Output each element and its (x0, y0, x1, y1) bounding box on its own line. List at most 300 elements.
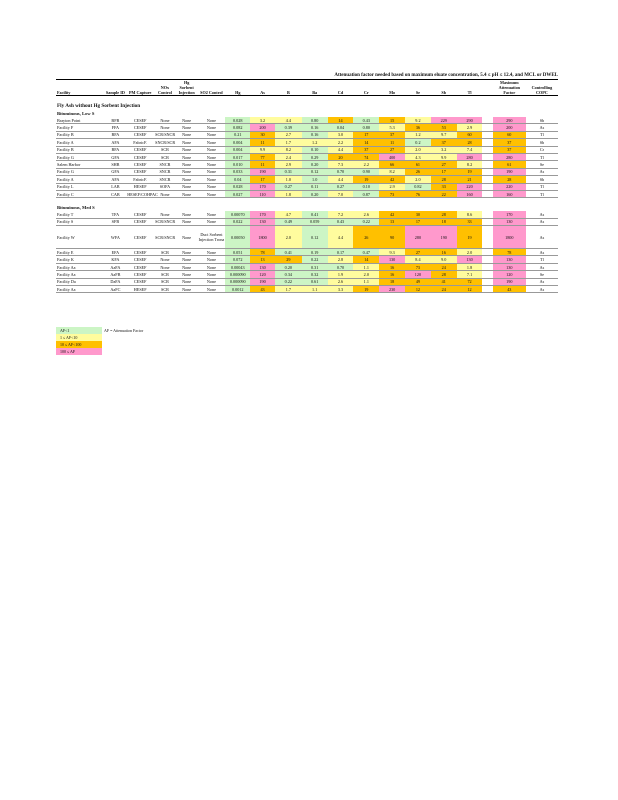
sample-id-cell: GFA (105, 168, 127, 175)
copc-cell: As (526, 263, 558, 270)
max-af-cell: 78 (493, 249, 526, 256)
max-af-cell: 43 (493, 286, 526, 293)
table-row (56, 249, 558, 256)
facility-cell: Facility C (56, 190, 105, 197)
so2-cell: None (197, 139, 225, 146)
value-cell: 0.16 (302, 124, 328, 131)
value-cell: 73 (379, 190, 405, 197)
legend-label: 10 ≤ AF<100 (60, 342, 82, 347)
hg-sorbent-cell: None (176, 190, 198, 197)
value-cell: 110 (250, 190, 275, 197)
value-cell: 5.3 (379, 124, 405, 131)
value-cell: 0.010 (225, 161, 250, 168)
value-cell: 0.20 (275, 263, 302, 270)
spacer-cell (482, 226, 492, 249)
col-nox: NOx Control (154, 80, 176, 96)
so2-cell: None (197, 153, 225, 160)
max-af-cell: 220 (493, 183, 526, 190)
value-cell: 4.7 (275, 211, 302, 218)
value-cell: 7.1 (457, 271, 483, 278)
value-cell: 0.004 (225, 139, 250, 146)
spacer-cell (482, 176, 492, 183)
value-cell: 0.033 (225, 168, 250, 175)
copc-cell: Tl (526, 190, 558, 197)
sample-id-cell: SFB (105, 218, 127, 225)
pm-cell: CESEF (126, 153, 154, 160)
max-af-cell: 130 (493, 218, 526, 225)
table-row (56, 256, 558, 263)
value-cell: 8.2 (275, 146, 302, 153)
value-cell: 190 (431, 226, 457, 249)
value-cell: 2.9 (379, 183, 405, 190)
nox-cell: SCR/SNCR (155, 132, 176, 138)
table-row (56, 226, 558, 249)
value-cell: 1.0 (275, 176, 302, 183)
value-cell: 27 (431, 161, 457, 168)
nox-cell: SCR (154, 146, 176, 153)
copc-cell: Se (526, 161, 558, 168)
hg-sorbent-cell: None (176, 183, 198, 190)
table-row (56, 176, 558, 183)
value-cell: 190 (250, 168, 275, 175)
value-cell: 0.00050 (225, 226, 250, 249)
max-af-cell: 190 (493, 168, 526, 175)
max-af-cell: 130 (493, 256, 526, 263)
value-cell: 280 (457, 153, 483, 160)
value-cell: 1.8 (275, 190, 302, 197)
value-cell: 73 (405, 263, 431, 270)
nox-cell: SCR/SNCR (154, 226, 176, 249)
value-cell: 0.027 (225, 190, 250, 197)
value-cell: 12 (405, 286, 431, 293)
sample-id-cell: LAB (105, 183, 127, 190)
col-so2: SO2 Control (197, 80, 225, 96)
table-row (56, 263, 558, 270)
value-cell: 17 (353, 131, 379, 138)
hg-sorbent-cell: None (176, 271, 198, 278)
legend-swatch (56, 348, 102, 355)
nox-cell: None (154, 117, 176, 124)
value-cell: 1.9 (328, 271, 354, 278)
spacer-cell (482, 278, 492, 285)
value-cell: 0.051 (225, 249, 250, 256)
col-se: Se (405, 80, 431, 96)
so2-cell: Duct Sorbent Injection Trona (197, 226, 225, 249)
value-cell: 14 (328, 117, 354, 124)
value-cell: 0.82 (405, 183, 431, 190)
value-cell: 19 (353, 176, 379, 183)
sample-id-cell: FFA (105, 124, 127, 131)
facility-cell: Salem Harbor (56, 161, 105, 168)
value-cell: 220 (457, 183, 483, 190)
facility-cell: Facility L (56, 183, 105, 190)
max-af-cell: 37 (493, 146, 526, 153)
sample-id-cell: WFA (105, 226, 127, 249)
hg-sorbent-cell: None (176, 168, 198, 175)
facility-cell: Facility B (56, 131, 105, 138)
value-cell: 0.022 (225, 218, 250, 225)
value-cell: 9.0 (431, 256, 457, 263)
pm-cell: CESEF (126, 271, 154, 278)
pm-cell: CESEF (126, 256, 154, 263)
value-cell: 0.072 (225, 256, 250, 263)
pm-cell: FabricF. (126, 139, 154, 146)
value-cell: 160 (457, 190, 483, 197)
pm-cell: CESEF (126, 218, 154, 225)
so2-cell: None (197, 286, 225, 293)
sample-id-cell: CAB (105, 190, 127, 197)
spacer-cell (482, 286, 492, 293)
value-cell: 4.4 (328, 146, 354, 153)
pm-cell: CESEF (126, 124, 154, 131)
value-cell: 24 (431, 263, 457, 270)
so2-cell: None (197, 271, 225, 278)
nox-cell: SCR/SNCR (155, 219, 176, 225)
value-cell: 33 (457, 218, 483, 225)
value-cell: 8.6 (457, 211, 483, 218)
copc-cell: Cr (526, 146, 558, 153)
nox-cell: None (154, 211, 176, 218)
table-row (56, 286, 558, 293)
value-cell: 7.2 (328, 211, 354, 218)
hg-sorbent-cell: None (176, 146, 198, 153)
value-cell: 28 (431, 271, 457, 278)
so2-cell: None (197, 218, 225, 225)
value-cell: 19 (457, 168, 483, 175)
table-row (56, 131, 558, 138)
so2-cell: None (197, 263, 225, 270)
value-cell: 13 (250, 256, 275, 263)
col-b: B (275, 80, 302, 96)
value-cell: 400 (379, 153, 405, 160)
hg-sorbent-cell: None (176, 263, 198, 270)
value-cell: 28 (431, 211, 457, 218)
nox-cell: SCR (154, 286, 176, 293)
spacer-cell (482, 271, 492, 278)
so2-cell: None (197, 256, 225, 263)
max-af-cell: 60 (493, 131, 526, 138)
value-cell: 2.2 (328, 139, 354, 146)
value-cell: 0.004 (225, 146, 250, 153)
hg-sorbent-cell: None (176, 256, 198, 263)
col-pm: PM Capture (126, 80, 154, 96)
legend-label: 100 ≤ AF (60, 349, 76, 354)
so2-cell: None (197, 249, 225, 256)
pm-cell: HESEF/COHPAC (127, 191, 158, 197)
value-cell: 0.90 (353, 168, 379, 175)
sample-id-cell: BFA (105, 146, 127, 153)
sample-id-cell: TFA (105, 211, 127, 218)
so2-cell: None (197, 161, 225, 168)
value-cell: 8.4 (405, 256, 431, 263)
nox-cell: SNCR (154, 168, 176, 175)
value-cell: 9.9 (431, 153, 457, 160)
nox-cell: SCR (154, 249, 176, 256)
value-cell: 76 (405, 190, 431, 197)
value-cell: 0.70 (328, 263, 354, 270)
value-cell: 0.61 (302, 278, 328, 285)
value-cell: 2.0 (405, 176, 431, 183)
facility-cell: Facility E (56, 249, 105, 256)
value-cell: 1.2 (302, 139, 328, 146)
max-af-cell: 130 (493, 263, 526, 270)
spacer-cell (482, 218, 492, 225)
value-cell: 2.2 (353, 161, 379, 168)
copc-cell: As (526, 168, 558, 175)
spacer-cell (482, 168, 492, 175)
facility-cell: Facility Da (56, 278, 105, 285)
value-cell: 28 (457, 139, 483, 146)
value-cell: 0.082 (225, 124, 250, 131)
value-cell: 280 (405, 226, 431, 249)
value-cell: 2.4 (275, 153, 302, 160)
value-cell: 0.10 (353, 183, 379, 190)
col-sample-id: Sample ID (105, 80, 127, 96)
value-cell: 0.47 (353, 249, 379, 256)
facility-cell: Facility Aa (56, 286, 105, 293)
value-cell: 130 (457, 256, 483, 263)
nox-cell: None (154, 256, 176, 263)
value-cell: 0.27 (328, 183, 354, 190)
max-af-cell: 290 (493, 117, 526, 124)
legend-note: AF = Attenuation Factor (104, 328, 144, 333)
pm-cell: CESEF (126, 168, 154, 175)
facility-cell: Facility S (56, 218, 105, 225)
value-cell: 0.32 (302, 271, 328, 278)
value-cell: 27 (405, 249, 431, 256)
value-cell: 36 (405, 124, 431, 131)
value-cell: 0.00070 (225, 211, 250, 218)
nox-cell: SNCR (154, 176, 176, 183)
spacer-cell (482, 190, 492, 197)
copc-cell: As (526, 226, 558, 249)
value-cell: 72 (457, 278, 483, 285)
pm-cell: CESEF (126, 226, 154, 249)
value-cell: 0.29 (302, 153, 328, 160)
hg-sorbent-cell: None (176, 226, 198, 249)
value-cell: 0.20 (302, 161, 328, 168)
hg-sorbent-cell: None (176, 139, 198, 146)
spacer-cell (482, 256, 492, 263)
value-cell: 0.34 (275, 271, 302, 278)
value-cell: 4.3 (405, 153, 431, 160)
hg-sorbent-cell: None (176, 211, 198, 218)
spacer-cell (482, 153, 492, 160)
so2-cell: None (197, 190, 225, 197)
value-cell: 17 (405, 218, 431, 225)
copc-cell: Se (526, 271, 558, 278)
value-cell: 2.0 (457, 249, 483, 256)
value-cell: 0.10 (302, 146, 328, 153)
legend-swatch (56, 341, 102, 348)
sample-id-cell: EFA (105, 249, 127, 256)
max-af-cell: 190 (493, 278, 526, 285)
value-cell: 11 (250, 161, 275, 168)
value-cell: 0.39 (275, 124, 302, 131)
value-cell: 2.0 (353, 271, 379, 278)
legend-row (56, 348, 143, 355)
value-cell: 2.6 (353, 211, 379, 218)
copc-cell: Sb (526, 176, 558, 183)
facility-cell: Facility F (56, 124, 105, 131)
facility-cell: Brayton Point (56, 117, 105, 124)
hg-sorbent-cell: None (176, 249, 198, 256)
pm-cell: CESEF (126, 131, 154, 138)
col-max-af: Maximum Attenuation Factor (493, 80, 526, 96)
value-cell: 22 (431, 190, 457, 197)
value-cell: 43 (250, 286, 275, 293)
table-row (56, 168, 558, 175)
legend-label: AF<1 (60, 328, 70, 333)
legend-row (56, 341, 143, 348)
table-row (56, 271, 558, 278)
pm-cell: CESEF (126, 278, 154, 285)
facility-cell: Facility A (56, 176, 105, 183)
spacer-cell (482, 211, 492, 218)
max-af-cell: 28 (493, 176, 526, 183)
max-af-cell: 200 (493, 124, 526, 131)
legend-swatch (56, 327, 102, 334)
value-cell: 0.2 (405, 139, 431, 146)
value-cell: 16 (431, 249, 457, 256)
value-cell: 0.19 (302, 249, 328, 256)
so2-cell: None (197, 124, 225, 131)
value-cell: 3.0 (328, 131, 354, 138)
value-cell: 0.000090 (225, 271, 250, 278)
value-cell: 120 (405, 271, 431, 278)
spacer-cell (482, 249, 492, 256)
value-cell: 4.4 (275, 117, 302, 124)
spacer-cell (482, 146, 492, 153)
value-cell: 41 (431, 278, 457, 285)
hg-sorbent-cell: None (176, 161, 198, 168)
value-cell: 26 (405, 168, 431, 175)
value-cell: 0.0012 (225, 286, 250, 293)
value-cell: 53 (431, 124, 457, 131)
value-cell: 0.12 (302, 168, 328, 175)
value-cell: 1.1 (353, 263, 379, 270)
value-cell: 1.0 (302, 176, 328, 183)
section-title: Fly Ash without Hg Sorbent Injection (57, 102, 141, 109)
copc-cell: Sb (526, 139, 558, 146)
value-cell: 130 (379, 256, 405, 263)
hg-sorbent-cell: None (176, 117, 198, 124)
value-cell: 0.70 (328, 168, 354, 175)
value-cell: 0.11 (302, 183, 328, 190)
value-cell: 9.9 (250, 146, 275, 153)
copc-cell: As (526, 124, 558, 131)
hg-sorbent-cell: None (176, 153, 198, 160)
group-row (56, 204, 558, 211)
value-cell: 0.31 (275, 168, 302, 175)
max-af-cell: 280 (493, 153, 526, 160)
hg-sorbent-cell: None (176, 124, 198, 131)
value-cell: 2.7 (275, 131, 302, 138)
value-cell: 1.8 (457, 263, 483, 270)
value-cell: 90 (379, 226, 405, 249)
copc-cell: As (526, 286, 558, 293)
value-cell: 0.017 (225, 153, 250, 160)
value-cell: 0.22 (275, 278, 302, 285)
so2-cell: None (197, 211, 225, 218)
value-cell: 9.7 (431, 131, 457, 138)
value-cell: 18 (379, 278, 405, 285)
copc-cell: Sb (526, 117, 558, 124)
sample-id-cell: BFB (105, 117, 127, 124)
value-cell: 0.27 (275, 183, 302, 190)
value-cell: 77 (250, 153, 275, 160)
so2-cell: None (197, 176, 225, 183)
nox-cell: SOFA (154, 183, 176, 190)
max-af-cell: 120 (493, 271, 526, 278)
value-cell: 1.7 (275, 139, 302, 146)
spacer-cell (482, 161, 492, 168)
value-cell: 49 (405, 278, 431, 285)
value-cell: 21 (457, 176, 483, 183)
value-cell: 170 (250, 211, 275, 218)
value-cell: 29 (275, 256, 302, 263)
value-cell: 290 (457, 117, 483, 124)
facility-cell: Facility G (56, 168, 105, 175)
value-cell: 30 (405, 211, 431, 218)
sample-id-cell: DaFA (105, 278, 127, 285)
header-row (56, 80, 558, 96)
hg-sorbent-cell: None (176, 286, 198, 293)
table-row (56, 161, 558, 168)
so2-cell: None (197, 117, 225, 124)
value-cell: 74 (353, 153, 379, 160)
value-cell: 27 (379, 146, 405, 153)
spacer-cell (482, 183, 492, 190)
value-cell: 2.6 (328, 278, 354, 285)
sample-id-cell: AFA (105, 176, 127, 183)
nox-cell: SCR (154, 153, 176, 160)
value-cell: 37 (353, 146, 379, 153)
value-cell: 130 (250, 263, 275, 270)
value-cell: 4.4 (328, 226, 354, 249)
legend (56, 327, 143, 355)
table-row (56, 153, 558, 160)
sample-id-cell: KFA (105, 256, 127, 263)
value-cell: 3.3 (328, 286, 354, 293)
facility-cell: Facility Aa (56, 263, 105, 270)
table-row (56, 146, 558, 153)
sample-id-cell: AaFB (105, 271, 127, 278)
value-cell: 8.2 (457, 161, 483, 168)
col-as: As (250, 80, 275, 96)
hg-sorbent-cell: None (176, 278, 198, 285)
copc-cell: As (526, 249, 558, 256)
value-cell: 0.04 (225, 176, 250, 183)
table-row (56, 278, 558, 285)
table-row (56, 218, 558, 225)
nox-cell: SNCR (154, 161, 176, 168)
col-tl: Tl (457, 80, 483, 96)
value-cell: 61 (405, 161, 431, 168)
value-cell: 1.2 (405, 131, 431, 138)
value-cell: 0.49 (275, 218, 302, 225)
value-cell: 60 (457, 131, 483, 138)
value-cell: 9.2 (405, 117, 431, 124)
value-cell: 12 (457, 286, 483, 293)
value-cell: 0.16 (302, 131, 328, 138)
value-cell: 11 (379, 139, 405, 146)
pm-cell: CESEF (126, 161, 154, 168)
pm-cell: HESEF (126, 183, 154, 190)
table-row (56, 211, 558, 218)
value-cell: 4.4 (328, 176, 354, 183)
value-cell: 0.80 (302, 117, 328, 124)
